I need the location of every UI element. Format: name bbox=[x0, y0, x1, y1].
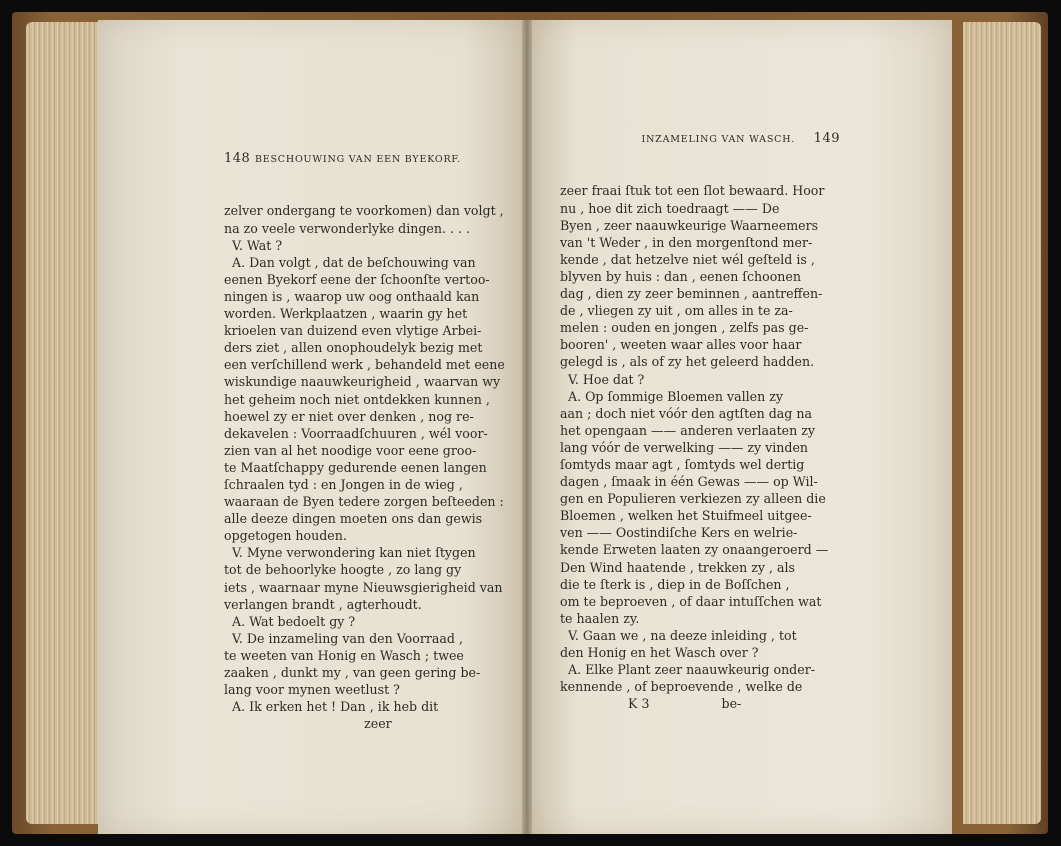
text-line: Den Wind haatende , trekken zy , als bbox=[560, 559, 795, 575]
text-line: een verſchillend werk , behandeld met eene bbox=[224, 357, 505, 373]
right-page-edges bbox=[963, 22, 1041, 824]
text-line: kende , dat hetzelve niet wél geſteld is , bbox=[560, 251, 815, 267]
text-line: ningen is , waarop uw oog onthaald kan bbox=[224, 288, 480, 304]
right-page-number: 149 bbox=[813, 131, 840, 147]
text-line: zaaken , dunkt my , van geen gering be- bbox=[224, 665, 481, 680]
text-line: kennende , of beproevende , welke de bbox=[560, 679, 803, 695]
text-line: de , vliegen zy uit , om alles in te za- bbox=[560, 303, 793, 319]
text-line: zeer bbox=[224, 716, 392, 732]
text-line: A. Elke Plant zeer naauwkeurig onder- bbox=[560, 662, 815, 678]
text-line: iets , waarnaar myne Nieuwsgierigheid van bbox=[224, 579, 503, 595]
text-line: A. Dan volgt , dat de beſchouwing van bbox=[224, 254, 476, 270]
text-line: V. Gaan we , na deeze inleiding , tot bbox=[560, 627, 797, 643]
book-gutter bbox=[522, 20, 532, 834]
left-running-title: BESCHOUWING VAN EEN BYEKORF. bbox=[254, 154, 462, 166]
text-line: A. Op ſommige Bloemen vallen zy bbox=[560, 388, 783, 404]
text-line: waaraan de Byen tedere zorgen beſteeden : bbox=[224, 494, 504, 510]
text-line: opgetogen houden. bbox=[224, 528, 347, 544]
text-line: Bloemen , welken het Stuifmeel uitgee- bbox=[560, 508, 812, 524]
text-line: ſomtyds maar agt , ſomtyds wel dertig bbox=[560, 456, 805, 472]
text-line: gelegd is , als of zy het geleerd hadden. bbox=[560, 354, 815, 370]
text-line: kende Erweten laaten zy onaangeroerd — bbox=[560, 542, 829, 558]
right-running-title: INZAMELING VAN WASCH. bbox=[641, 134, 796, 146]
text-line: blyven by huis : dan , eenen ſchoonen bbox=[560, 268, 801, 284]
text-line: V. Myne verwondering kan niet ſtygen bbox=[224, 545, 476, 561]
text-line: alle deeze dingen moeten ons dan gewis bbox=[224, 511, 483, 527]
text-line: dag , dien zy zeer beminnen , aantreffen- bbox=[560, 286, 823, 302]
text-line: A. Wat bedoelt gy ? bbox=[224, 613, 356, 629]
text-line: eenen Byekorf eene der ſchoonſte vertoo- bbox=[224, 271, 490, 287]
text-line: dagen , ſmaak in één Gewas —— op Wil- bbox=[560, 474, 818, 490]
left-body bbox=[224, 202, 508, 732]
text-line: booren' , weeten waar alles voor haar bbox=[560, 337, 802, 353]
text-line: te weeten van Honig en Wasch ; twee bbox=[224, 647, 464, 663]
right-running-head bbox=[560, 130, 840, 148]
right-body bbox=[560, 182, 840, 712]
text-line: wiskundige naauwkeurigheid , waarvan wy bbox=[224, 374, 501, 390]
right-page-text bbox=[560, 96, 840, 729]
text-line: lang vóór de verwelking —— zy vinden bbox=[560, 439, 809, 455]
text-line: te Maatſchappy gedurende eenen langen bbox=[224, 459, 487, 475]
text-line: het opengaan —— anderen verlaaten zy bbox=[560, 422, 815, 438]
text-line: dekavelen : Voorraadſchuuren , wél voor- bbox=[224, 425, 488, 441]
text-line: zelver ondergang te voorkomen) dan volgt , bbox=[224, 203, 504, 219]
text-line: na zo veele verwonderlyke dingen. . . . bbox=[224, 220, 471, 236]
text-line: den Honig en het Wasch over ? bbox=[560, 645, 759, 660]
text-line: om te beproeven , of daar intuſſchen wat bbox=[560, 593, 822, 609]
text-line: ſchraalen tyd : en Jongen in de wieg , bbox=[224, 476, 463, 492]
text-line: worden. Werkplaatzen , waarin gy het bbox=[224, 306, 468, 322]
text-line: zeer fraai ſtuk tot een ſlot bewaard. Hoor bbox=[560, 183, 825, 199]
text-line: ven —— Oostindiſche Kers en welrie- bbox=[560, 525, 798, 541]
left-page-text bbox=[224, 116, 508, 749]
text-line: van 't Weder , in den morgenſtond mer- bbox=[560, 234, 813, 250]
text-line: K 3 be- bbox=[560, 696, 742, 712]
text-line: V. Wat ? bbox=[224, 237, 283, 253]
text-line: gen en Populieren verkiezen zy alleen die bbox=[560, 491, 826, 507]
text-line: hoewel zy er niet over denken , nog re- bbox=[224, 408, 474, 424]
text-line: krioelen van duizend even vlytige Arbei- bbox=[224, 323, 482, 339]
text-line: nu , hoe dit zich toedraagt —— De bbox=[560, 200, 780, 216]
text-line: het geheim noch niet ontdekken kunnen , bbox=[224, 391, 490, 407]
left-page-number: 148 bbox=[224, 151, 251, 167]
text-line: V. De inzameling van den Voorraad , bbox=[224, 630, 463, 646]
text-line: A. Ik erken het ! Dan , ik heb dit bbox=[224, 699, 439, 715]
text-line: te haalen zy. bbox=[560, 610, 640, 626]
text-line: aan ; doch niet vóór den agtſten dag na bbox=[560, 405, 812, 421]
text-line: tot de behoorlyke hoogte , zo lang gy bbox=[224, 562, 462, 578]
text-line: lang voor mynen weetlust ? bbox=[224, 682, 400, 698]
text-line: die te ſterk is , diep in de Boſſchen , bbox=[560, 576, 790, 592]
text-line: ders ziet , allen onophoudelyk bezig met bbox=[224, 340, 483, 356]
text-line: V. Hoe dat ? bbox=[560, 371, 645, 387]
text-line: verlangen brandt , agterhoudt. bbox=[224, 596, 422, 612]
text-line: zien van al het noodige voor eene groo- bbox=[224, 442, 477, 458]
text-line: melen : ouden en jongen , zelfs pas ge- bbox=[560, 320, 809, 336]
text-line: Byen , zeer naauwkeurige Waarneemers bbox=[560, 217, 819, 233]
left-running-head bbox=[224, 150, 508, 168]
